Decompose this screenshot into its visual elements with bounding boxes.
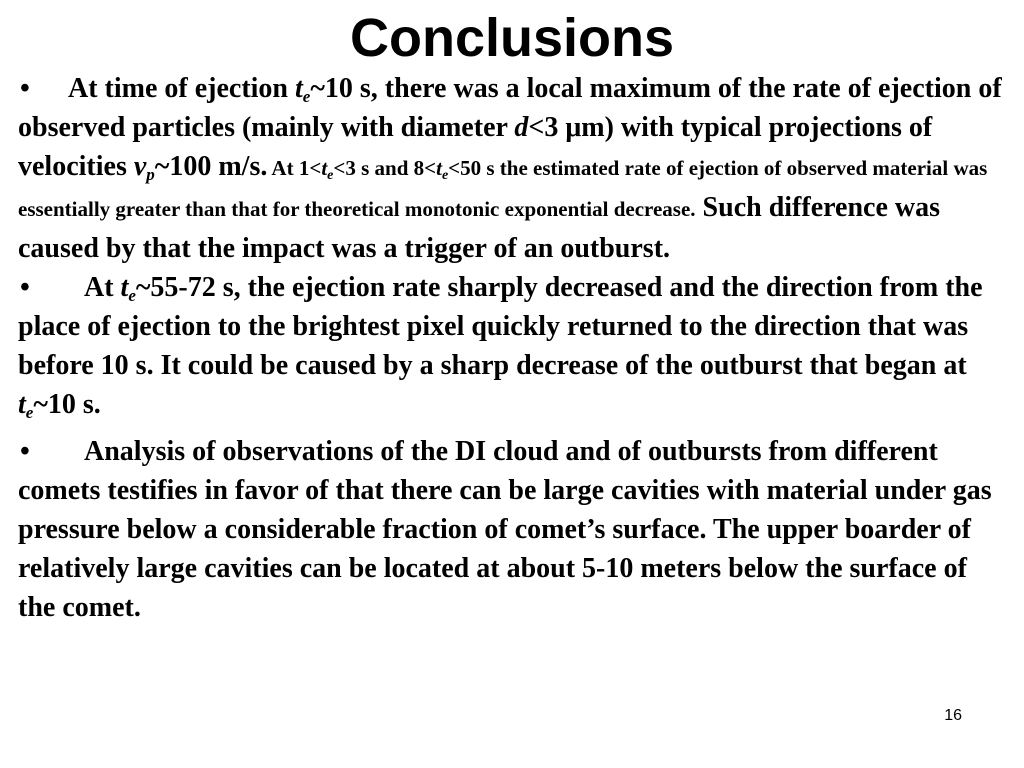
p2-t-symbol: t xyxy=(120,272,129,303)
slide-body xyxy=(18,69,1008,627)
p1-t-symbol: t xyxy=(295,73,303,104)
p1-small-t2: t xyxy=(436,156,442,180)
p1-small-t1: t xyxy=(321,156,328,180)
p1-text-5: Such difference was caused by that the impact was a trigger of an outburst. xyxy=(18,192,941,264)
p2-text-1: At xyxy=(84,272,121,303)
p2-text-2: ~55-72 s, the ejection rate sharply decreased and the direction from the place of ejection to the brightest pixel quickly returned to the direction that was before 10 s. It could be caused by a sharp decrease of the outburst that began at xyxy=(18,272,983,381)
conclusion-bullet-3 xyxy=(18,432,1008,627)
p3-text: Analysis of observations of the DI cloud and of outbursts from different comets testifies in favor of that there can be large cavities with material under gas pressure below a considerable fraction of comet’s surface. The upper boarder of relatively large cavities can be located at about 5-10 meters below the surface of the comet. xyxy=(18,436,992,623)
p2-text-3: ~10 s. xyxy=(33,389,101,420)
bullet-marker: • xyxy=(20,272,30,303)
p1-p-subscript: p xyxy=(146,165,155,184)
p1-e-subscript: e xyxy=(302,87,311,106)
page-number: 16 xyxy=(944,707,962,724)
p2-e-subscript: e xyxy=(128,286,136,305)
p1-text-1: At time of ejection xyxy=(68,73,296,104)
conclusion-bullet-2 xyxy=(18,268,1008,424)
p1-small-e2: e xyxy=(441,168,449,183)
p1-small-2: <3 s and 8< xyxy=(333,156,437,180)
p2-e2-subscript: e xyxy=(25,403,34,422)
p1-v-symbol: v xyxy=(133,151,147,182)
p1-small-3: <50 s the estimated rate of ejection of observed material was essentially greater than that for theoretical monotonic exponential decrease. xyxy=(18,156,988,221)
p1-text-2: ~10 s, there was a local maximum of the rate of ejection of observed particles (mainly with diameter xyxy=(18,73,1002,143)
p2-t2-symbol: t xyxy=(18,389,26,420)
bullet-marker: • xyxy=(20,73,30,104)
p1-d-symbol: d xyxy=(514,112,529,143)
p1-text-3: <3 μm) with typical projections of velocities xyxy=(18,112,933,182)
p1-small-e1: e xyxy=(327,168,334,183)
slide-title: Conclusions xyxy=(349,8,675,68)
p1-small-1: At 1< xyxy=(267,156,322,180)
p1-text-4: ~100 m/s. xyxy=(154,151,268,182)
bullet-marker: • xyxy=(20,436,30,467)
conclusion-bullet-1 xyxy=(18,69,1008,268)
